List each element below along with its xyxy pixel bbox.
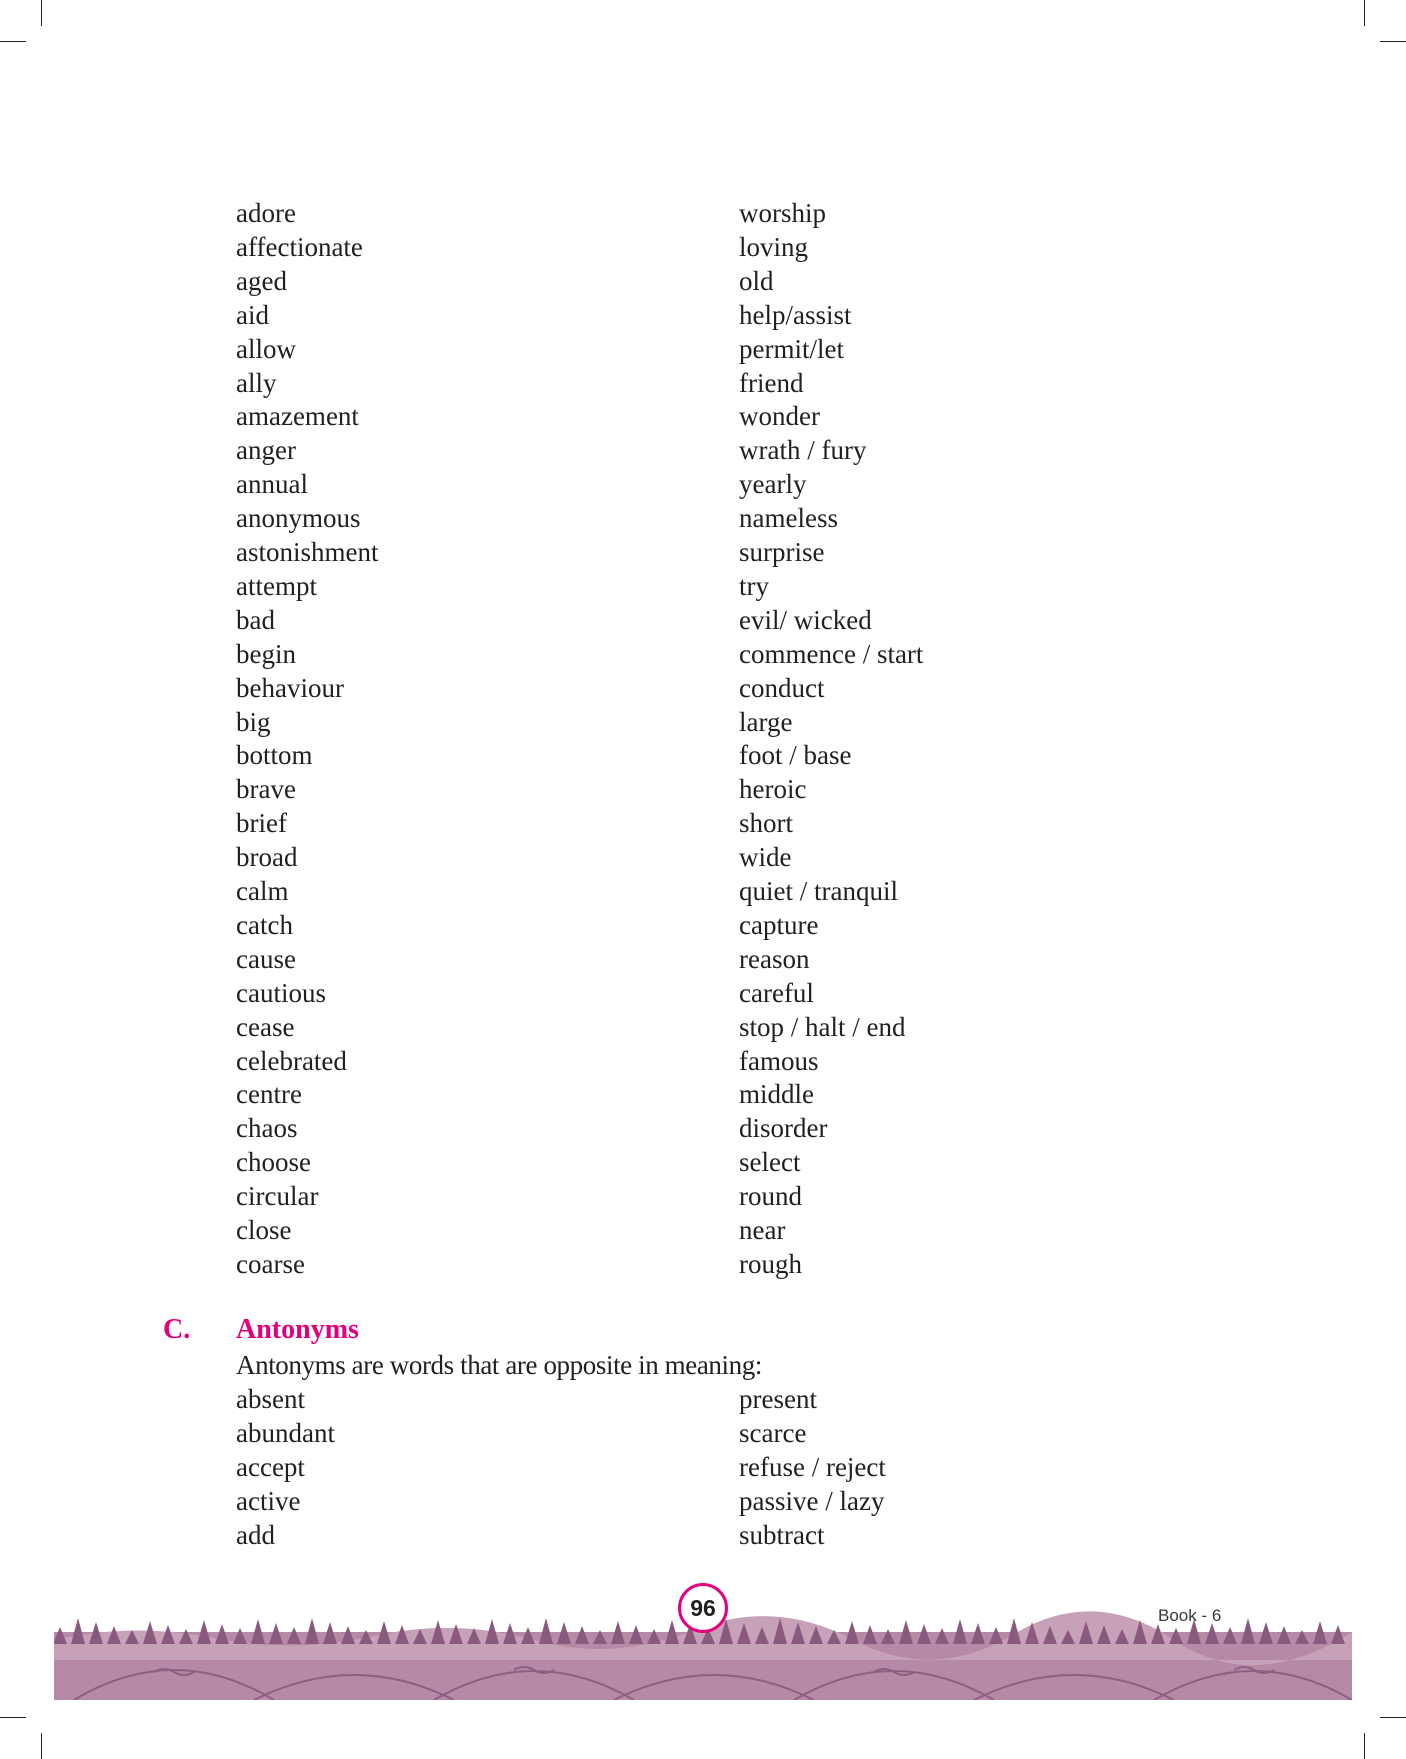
word: accept: [236, 1451, 305, 1482]
word: active: [236, 1485, 301, 1516]
tree-shape: [953, 1619, 967, 1644]
word-meaning: heroic: [739, 774, 807, 805]
tree-shape: [251, 1619, 265, 1644]
crop-mark: [41, 1733, 42, 1759]
word-meaning: surprise: [739, 537, 825, 567]
word-meaning: capture: [739, 909, 819, 940]
word: bad: [236, 604, 275, 635]
word: circular: [236, 1181, 319, 1212]
word-meaning: disorder: [739, 1113, 828, 1144]
word-meaning: rough: [739, 1248, 802, 1279]
word: ally: [236, 367, 277, 398]
tree-shape: [1241, 1618, 1255, 1644]
section-intro: Antonyms are words that are opposite in meaning:: [236, 1350, 762, 1380]
word-meaning: wrath / fury: [739, 435, 867, 466]
word-meaning: near: [739, 1215, 786, 1245]
word: attempt: [236, 570, 317, 601]
word: centre: [236, 1079, 302, 1110]
word: behaviour: [236, 672, 344, 703]
word-meaning: round: [739, 1181, 802, 1212]
word-meaning: wonder: [739, 401, 820, 432]
word: annual: [236, 469, 308, 500]
word: brief: [236, 808, 287, 839]
word: catch: [236, 909, 293, 940]
word-meaning: permit/let: [739, 333, 844, 364]
crop-mark: [1364, 1733, 1365, 1759]
word: cautious: [236, 977, 326, 1008]
word-meaning: present: [739, 1384, 817, 1414]
word-meaning: worship: [739, 198, 826, 228]
word-meaning: famous: [739, 1045, 819, 1076]
word: allow: [236, 333, 296, 364]
word: bottom: [236, 740, 313, 771]
word: anger: [236, 435, 296, 466]
tree-shape: [539, 1618, 553, 1644]
word: aged: [236, 265, 287, 296]
tree-shape: [305, 1618, 319, 1644]
word-meaning: middle: [739, 1079, 814, 1110]
word: cease: [236, 1011, 295, 1042]
word-meaning: passive / lazy: [739, 1485, 885, 1516]
word-meaning: conduct: [739, 672, 825, 703]
word-meaning: try: [739, 570, 769, 601]
word-meaning: subtract: [739, 1519, 825, 1550]
word-meaning: nameless: [739, 503, 838, 534]
word: adore: [236, 198, 296, 228]
word-meaning: loving: [739, 231, 809, 262]
tree-shape: [1007, 1618, 1021, 1644]
word-meaning: evil/ wicked: [739, 604, 872, 635]
word: astonishment: [236, 537, 379, 567]
section-letter: C.: [163, 1314, 191, 1345]
word-meaning: help/assist: [739, 299, 852, 330]
word: affectionate: [236, 231, 363, 262]
word-meaning: quiet / tranquil: [739, 876, 898, 906]
crop-mark: [1380, 1717, 1406, 1718]
word-meaning: large: [739, 706, 793, 737]
word: chaos: [236, 1113, 298, 1144]
word: amazement: [236, 401, 359, 432]
word: absent: [236, 1384, 305, 1414]
crop-mark: [0, 1717, 26, 1718]
word: coarse: [236, 1248, 305, 1279]
word-meaning: reason: [739, 943, 810, 974]
word: big: [236, 706, 271, 737]
book-label: Book - 6: [1158, 1606, 1222, 1625]
word: cause: [236, 943, 296, 974]
section-title: Antonyms: [236, 1314, 359, 1345]
word-meaning: wide: [739, 842, 792, 873]
word: calm: [236, 876, 289, 906]
word: broad: [236, 842, 298, 873]
word-meaning: commence / start: [739, 638, 924, 669]
crop-mark: [0, 41, 26, 42]
word: add: [236, 1519, 275, 1550]
word: brave: [236, 774, 296, 805]
page-number-badge: 96: [678, 1583, 728, 1633]
word-meaning: refuse / reject: [739, 1451, 886, 1482]
word-meaning: careful: [739, 977, 814, 1008]
tree-shape: [71, 1618, 85, 1644]
word: aid: [236, 299, 269, 330]
word: begin: [236, 638, 296, 669]
word-meaning: yearly: [739, 469, 807, 500]
word: close: [236, 1215, 292, 1245]
crop-mark: [1380, 41, 1406, 42]
crop-mark: [41, 0, 42, 26]
word-meaning: friend: [739, 367, 804, 398]
crop-mark: [1364, 0, 1365, 26]
word-meaning: scarce: [739, 1417, 807, 1448]
word-meaning: select: [739, 1147, 801, 1178]
word: celebrated: [236, 1045, 347, 1076]
word: abundant: [236, 1417, 335, 1448]
word: choose: [236, 1147, 311, 1178]
word-meaning: old: [739, 265, 774, 296]
word-meaning: short: [739, 808, 793, 839]
word-meaning: stop / halt / end: [739, 1011, 906, 1042]
word-meaning: foot / base: [739, 740, 852, 771]
word: anonymous: [236, 503, 361, 534]
